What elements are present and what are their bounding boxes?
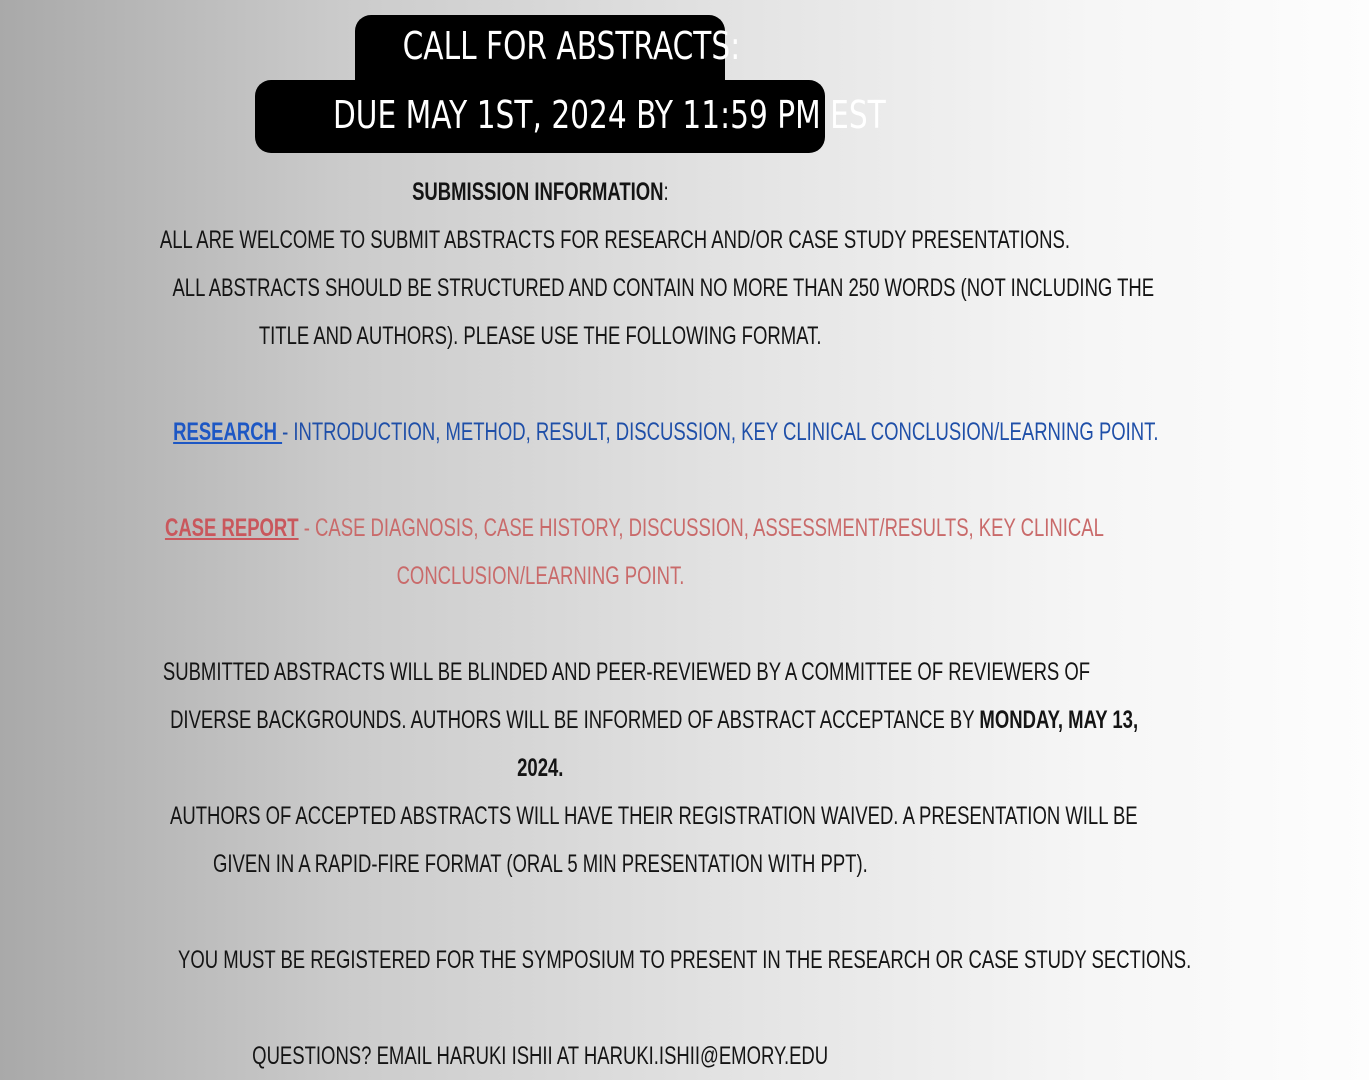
submission-heading-line (0, 168, 1080, 216)
submission-line-1-text: ALL ARE WELCOME TO SUBMIT ABSTRACTS FOR RESEARCH AND/OR CASE STUDY PRESENTATIONS. (159, 226, 1071, 254)
title-line-2-box (255, 80, 886, 153)
submission-line-3-text: TITLE AND AUTHORS). PLEASE USE THE FOLLOWING FORMAT. (258, 322, 822, 350)
submission-line-2 (0, 264, 1155, 312)
review-line-4-text: AUTHORS OF ACCEPTED ABSTRACTS WILL HAVE THEIR REGISTRATION WAIVED. A PRESENTATION WILL BE (169, 802, 1138, 830)
title-line-1: CALL FOR ABSTRACTS: (402, 24, 741, 68)
research-format-text: - INTRODUCTION, METHOD, RESULT, DISCUSSION, KEY CLINICAL CONCLUSION/LEARNING POINT. (282, 418, 1159, 446)
case-report-format-text-2: CONCLUSION/LEARNING POINT. (396, 562, 684, 590)
research-label: RESEARCH (173, 418, 283, 446)
spacer (0, 456, 1080, 504)
case-report-format-text-1: - CASE DIAGNOSIS, CASE HISTORY, DISCUSSION, ASSESSMENT/RESULTS, KEY CLINICAL (298, 514, 1104, 542)
registration-note-line (0, 936, 1192, 984)
spacer (0, 600, 1080, 648)
title-line-2-due-date: DUE MAY 1ST, 2024 BY 11:59 PM EST (332, 93, 886, 137)
review-line-4 (0, 792, 1138, 840)
submission-line-1 (0, 216, 1080, 264)
title-banner (0, 0, 1080, 160)
review-line-5-text: GIVEN IN A RAPID-FIRE FORMAT (ORAL 5 MIN PRESENTATION WITH PPT). (212, 850, 868, 878)
case-report-label: CASE REPORT (164, 514, 299, 542)
review-line-2-text: DIVERSE BACKGROUNDS. AUTHORS WILL BE INFORMED OF ABSTRACT ACCEPTANCE BY (170, 706, 980, 734)
acceptance-date: MONDAY, MAY 13, (979, 706, 1139, 734)
spacer (0, 360, 1080, 408)
submission-heading: SUBMISSION INFORMATION (411, 178, 664, 206)
submission-line-2-text: ALL ABSTRACTS SHOULD BE STRUCTURED AND CONTAIN NO MORE THAN 250 WORDS (NOT INCLUDING THE (172, 274, 1155, 302)
review-line-3 (0, 744, 1080, 792)
review-line-1 (0, 648, 1091, 696)
case-report-format-line-2 (0, 552, 1080, 600)
review-line-5 (0, 840, 1080, 888)
contact-email-text: QUESTIONS? EMAIL HARUKI ISHII AT HARUKI.ISHII@EMORY.EDU (252, 1042, 828, 1070)
submission-line-3 (0, 312, 1080, 360)
research-format-line (0, 408, 1159, 456)
submission-heading-colon: : (663, 178, 669, 206)
flyer-body (0, 168, 1192, 1080)
registration-note: YOU MUST BE REGISTERED FOR THE SYMPOSIUM TO PRESENT IN THE RESEARCH OR CASE STUDY SECTIONS. (178, 946, 1192, 974)
acceptance-year: 2024. (516, 754, 564, 782)
contact-line (0, 1032, 1080, 1080)
spacer (0, 888, 1080, 936)
title-line-1-box (355, 15, 741, 85)
spacer (0, 984, 1080, 1032)
review-line-2 (0, 696, 1139, 744)
case-report-format-line-1 (0, 504, 1104, 552)
review-line-1-text: SUBMITTED ABSTRACTS WILL BE BLINDED AND PEER-REVIEWED BY A COMMITTEE OF REVIEWERS OF (162, 658, 1091, 686)
